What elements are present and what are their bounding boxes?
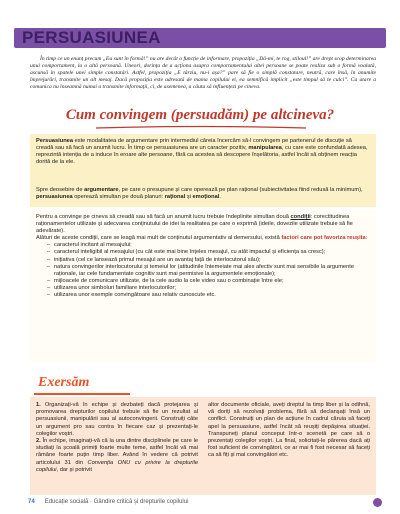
exercise-item-2 [36, 438, 198, 474]
page-number: 74 [28, 499, 35, 505]
exercise-column-right [208, 402, 370, 490]
exercise-item-1 [36, 402, 198, 438]
list-item: – utilizarea unor simboluri familiare interlocutorilor; [54, 285, 370, 292]
term-factors: factori care pot favoriza reușita [281, 235, 366, 242]
persuasion-definition-box [30, 134, 376, 184]
factors-list [36, 242, 370, 299]
term-argumentation: argumentare [84, 187, 119, 193]
exercise-text: În echipe, imaginați-vă că la una dintre disciplinele pe care le studiați la școală primiți foarte multe teme, astfel încât vă mai rămâne foarte puțin timp liber. Având în vedere că potrivit articolului 31 din [36, 438, 198, 466]
comparison-text-c: operează simultan pe două planuri: [72, 194, 165, 201]
comparison-text-d: și [185, 194, 193, 201]
intro-text [30, 56, 376, 91]
exercise-text: , dar și potrivit [56, 466, 92, 473]
list-item: – caracterul incitant al mesajului; [54, 242, 370, 249]
definition-text-b: , cu care este confundată adesea, reprezintă intenția de a induce în eroare alte persoane, fără ca acestea să descopere înșelătoria, astfel încât să obținem reacția dorită de la ele. [36, 145, 368, 166]
factors-paragraph [36, 235, 370, 242]
conditions-text-a: Pentru a convinge pe cineva să creadă sau să facă un anumit lucru trebuie îndeplinite simultan două [36, 214, 291, 220]
factors-text-d: : [365, 235, 368, 242]
comparison-text-e: . [219, 194, 221, 201]
exercise-title: Exersăm [38, 375, 90, 390]
definition-text-a: este modalitatea de argumentare prin intermediul căreia încercăm să-l convingem pe partenerul de discuție să creadă sau să facă un anumit lucru. În timp ce persuasiunea are un caracter pozitiv, [36, 138, 352, 152]
comparison-box [30, 183, 376, 207]
list-item: – mijloacele de comunicare utilizate, de la cele audio la cele video sau o combinație între ele; [54, 278, 370, 285]
exercise-number: 2. [36, 438, 41, 445]
comparison-text-a: Spre deosebire de [36, 187, 85, 193]
factors-text-c: Alături de aceste condiții, care se leagă mai mult de conținutul argumentativ al demersului, există [36, 235, 282, 242]
term-persuasion: Persuasiunea [36, 138, 73, 144]
conditions-box [30, 210, 376, 362]
exercise-citation: Convenția ONU cu privire la drepturile copilului [36, 459, 199, 473]
page-title: PERSUASIUNEA [22, 28, 161, 47]
conditions-paragraph [36, 214, 370, 235]
exercise-title-underline [34, 393, 130, 395]
term-persuasion-2: persuasiunea [36, 194, 73, 201]
page-footer [28, 499, 188, 505]
term-emotional: emoțional [192, 194, 220, 201]
exercise-box [30, 397, 376, 495]
comparison-text-b: , pe care o presupune și care operează pe plan rațional (subiectivitatea fiind redusă la minimum), [118, 187, 363, 193]
term-rational: rațional [164, 194, 186, 201]
intro-paragraph: În timp ce un enunț precum „Eu sunt în formă!” nu are decât o funcție de informare, propoziția „Dă-mi, te rog, stiloul!” are drept scop determinarea unui comportament, la o altă persoană. Uneori, dorința de a acționa asupra comportamentului altei persoane se poate realiza sub o formă voalată, ascunsă în spatele unei simple constatări. Astfel, propoziția „E târziu, nu-i așa?” pare să fie o simplă constatare, neutră, care însă, în anumite împrejurări, transmite un alt mesaj. Dacă propoziția este adresată de mama copilului ei, ea semnifică implicit „este timpul să te culci”. Ca atare a comunica nu înseamnă numai a transmite informații, ci, de asemenea, a căuta să influențezi pe cineva. [30, 56, 376, 90]
exercise-item-2-cont: altor documente oficiale, aveți dreptul la timp liber și la odihnă, vă doriți să rezolvați problema, fără să declanșați însă un conflict. Construiți un plan de acțiune în cadrul căruia să faceți apel la persuasiune, astfel încât să reușiți depășirea situației. Transpuneți planul conceput într-o scenetă pe care să o prezentați colegilor voștri. La final, solicitați-le părerea dacă ați fost suficient de convingători, ce ar mai fi fost necesar să faceți ca să fiți și mai convingători etc. [208, 402, 370, 459]
list-item: – inițiativa (cel ce lansează primul mesajul are un avantaj față de interlocutorul său); [54, 257, 370, 264]
exercise-column-left [36, 402, 198, 490]
exercise-text: Organizați-vă în echipe și dezbateți dacă protejarea și promovarea drepturilor copilului trebuie să fie un rezultat al persuasiunii, manipulării sau al autoconvingerii. Construiți câte un argument pro sau contra în fiecare caz și prezentați-le colegilor voștri. [36, 402, 198, 437]
section-title: Cum convingem (persuadăm) pe altcineva? [65, 107, 335, 123]
term-conditions: condiții [290, 214, 311, 220]
term-manipulation: manipularea [248, 145, 282, 152]
list-item: – utilizarea unor exemple convingătoare sau relativ cunoscute etc. [54, 292, 370, 299]
exercise-number: 1. [36, 402, 41, 408]
conditions-text-b: : corectitudinea raționamentelor utilizate și adecvarea conținutului de idei la realitatea pe care o exprimă (ideile, dovezile utilizate trebuie să fie adevărate). [36, 214, 353, 235]
list-item: – natura convingerilor interlocutorului și temeiul lor (atitudinile întemeiate mai ales afectiv sunt mai sensibile la argumente raționale, iar cele fundamentate cognitiv sunt mai permisive la argumentele emoționale); [54, 264, 370, 278]
title-underline [96, 125, 306, 130]
footer-dot-icon [373, 498, 382, 507]
list-item: – caracterul inteligibil al mesajului (cu cât este mai bine înțeles mesajul, cu atât impactul și eficiența sa cresc); [54, 249, 370, 256]
footer-text: Educație socială · Gândire critică și drepturile copilului [44, 499, 189, 505]
